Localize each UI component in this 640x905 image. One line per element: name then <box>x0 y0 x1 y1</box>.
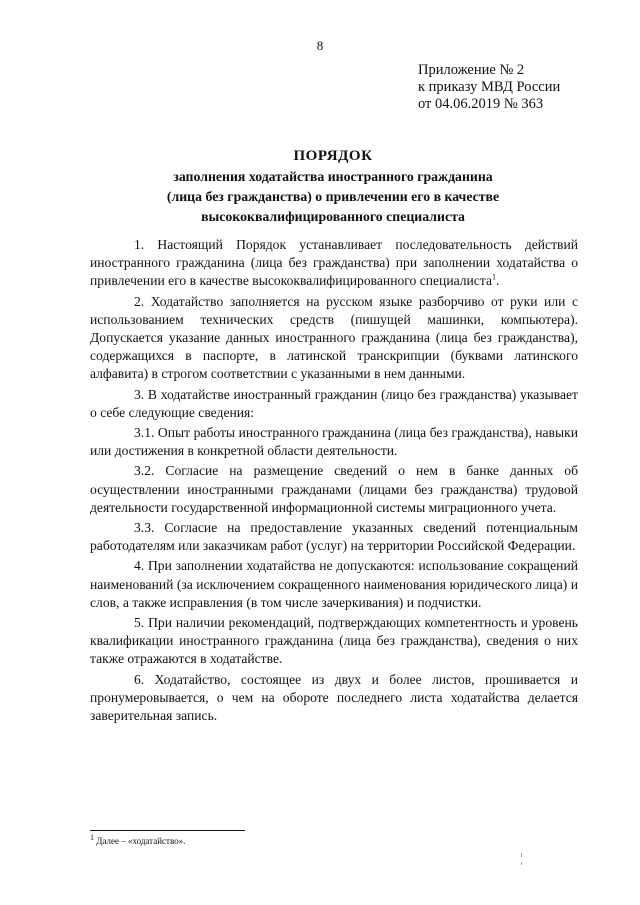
appendix-line-1: Приложение № 2 <box>418 62 525 78</box>
paragraph-4: 4. При заполнении ходатайства не допускаются: использование сокращений наименований (за исключением сокращенного наименования юридического лица) и слов, а также исправления (в том числе зачеркивания) и подчистки. <box>90 558 578 610</box>
page-number: 8 <box>316 38 324 53</box>
title-line-1: заполнения ходатайства иностранного гражданина <box>173 169 493 184</box>
paragraph-1 <box>90 236 578 291</box>
scan-speck <box>521 862 522 865</box>
paragraph-1-text: 1. Настоящий Порядок устанавливает последовательность действий иностранного гражданина (лица без гражданства) при заполнении ходатайства о привлечении его в качестве высококвалифицированного специалиста <box>90 237 578 289</box>
title-main: ПОРЯДОК <box>293 148 373 164</box>
footnote-separator <box>90 830 245 831</box>
appendix-header <box>418 62 560 113</box>
paragraph-1-end: . <box>495 273 500 289</box>
footnote-reference: 1 <box>491 272 496 282</box>
paragraph-3-2: 3.2. Согласие на размещение сведений о нем в банке данных об осуществлении иностранными гражданами (лицами без гражданства) трудовой деятельности государственной информационной системы миграционного учета. <box>90 463 578 515</box>
paragraph-3-1: 3.1. Опыт работы иностранного гражданина (лица без гражданства), навыки или достижения в конкретной области деятельности. <box>90 425 578 459</box>
title-line-3: высококвалифицированного специалиста <box>201 209 465 224</box>
paragraph-3: 3. В ходатайстве иностранный гражданин (лицо без гражданства) указывает о себе следующие сведения: <box>90 386 578 420</box>
paragraph-2: 2. Ходатайство заполняется на русском языке разборчиво от руки или с использованием технических средств (пишущей машинки, компьютера). Допускается указание данных иностранного гражданина (лица без гражданства), содержащихся в паспорте, в латинской транскрипции (буквами латинского алфавита) в строгом соответствии с указанными в нем данными. <box>90 293 578 382</box>
paragraph-3-3: 3.3. Согласие на предоставление указанных сведений потенциальным работодателям или заказчикам работ (услуг) на территории Российской Федерации. <box>90 520 578 554</box>
footnote-mark: 1 <box>90 833 94 842</box>
title-line-2: (лица без гражданства) о привлечении его в качестве <box>166 189 500 204</box>
paragraph-5: 5. При наличии рекомендаций, подтверждающих компетентность и уровень квалификации иностранного гражданина (лица без гражданства), сведения о них также отражаются в ходатайстве. <box>90 615 578 667</box>
document-title <box>88 146 578 226</box>
footnote <box>90 833 186 847</box>
document-body <box>90 236 578 727</box>
footnote-text: Далее – «ходатайство». <box>94 836 186 846</box>
scan-speck <box>521 853 522 857</box>
appendix-line-3: от 04.06.2019 № 363 <box>418 96 544 112</box>
paragraph-6: 6. Ходатайство, состоящее из двух и более листов, прошивается и пронумеровывается, о чем на обороте последнего листа ходатайства делается заверительная запись. <box>90 671 578 724</box>
appendix-line-2: к приказу МВД России <box>418 79 561 95</box>
